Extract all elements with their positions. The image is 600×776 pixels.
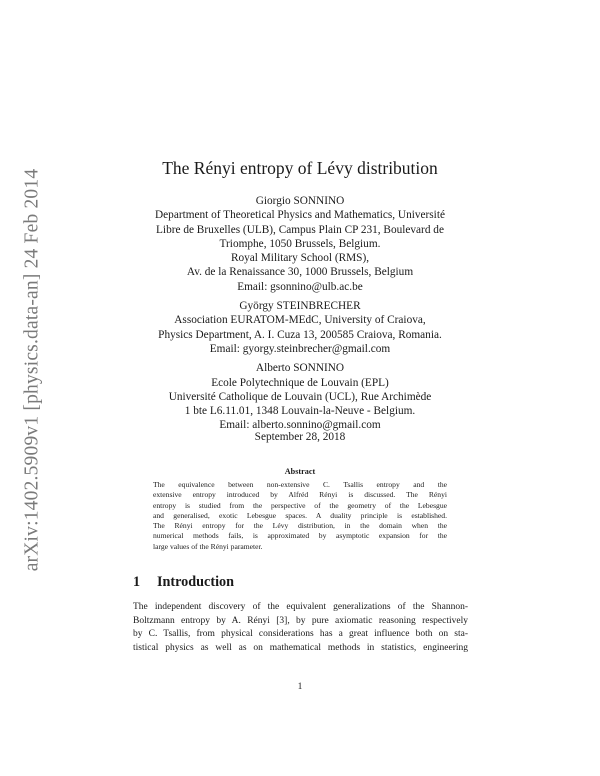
author-block-sonnino-giorgio <box>120 194 480 294</box>
arxiv-identifier-text: arXiv:1402.5909v1 [physics.data-an] 24 Feb 2014 <box>21 168 42 572</box>
author-affiliation-line: Association EURATOM-MEdC, University of Craiova, <box>174 314 426 327</box>
author-affiliation-line: Triomphe, 1050 Brussels, Belgium. <box>219 237 381 250</box>
paragraph-line: The independent discovery of the equivalent generalizations of the Shannon- <box>133 602 468 612</box>
abstract-line: large values of the Rényi parameter. <box>153 541 263 551</box>
introduction-paragraph <box>133 601 468 655</box>
author-affiliation-line: Libre de Bruxelles (ULB), Campus Plain CP 231, Boulevard de <box>156 223 444 236</box>
abstract-body <box>153 480 447 552</box>
arxiv-identifier-stamp <box>14 160 50 580</box>
author-list <box>120 194 480 433</box>
abstract-line: entropy is studied from the perspective of the geometry of the Lebesgue <box>153 500 447 510</box>
author-affiliation-line: Ecole Polytechnique de Louvain (EPL) <box>211 376 389 389</box>
paper-title: The Rényi entropy of Lévy distribution <box>162 158 438 178</box>
author-affiliation-line: Av. de la Renaissance 30, 1000 Brussels, Belgium <box>186 266 414 279</box>
author-name: György STEINBRECHER <box>239 300 361 313</box>
abstract-line: extensive entropy introduced by Alfréd Rényi is discussed. The Rényi <box>153 490 447 500</box>
section-title: Introduction <box>157 574 234 590</box>
author-name: Alberto SONNINO <box>255 362 345 375</box>
author-block-steinbrecher <box>120 299 480 356</box>
author-email: Email: alberto.sonnino@gmail.com <box>219 419 381 432</box>
abstract-heading: Abstract <box>284 467 316 476</box>
author-affiliation-line: Université Catholique de Louvain (UCL), Rue Archimède <box>168 390 432 403</box>
abstract-line: and generalised, exotic Lebesgue spaces. A duality principle is established. <box>153 510 447 520</box>
author-affiliation-line: Royal Military School (RMS), <box>230 252 370 265</box>
author-affiliation-line: 1 bte L6.11.01, 1348 Louvain-la-Neuve - Belgium. <box>184 405 416 418</box>
paragraph-line: by C. Tsallis, from physical considerations has a great influence both on sta- <box>133 629 468 639</box>
author-affiliation-line: Physics Department, A. I. Cuza 13, 200585 Craiova, Romania. <box>158 328 442 341</box>
section-heading-introduction <box>133 573 234 591</box>
abstract-line: numerical methods fails, is approximated by asymptotic expansion for the <box>153 531 447 541</box>
page-number: 1 <box>297 682 303 692</box>
author-name: Giorgio SONNINO <box>255 195 345 207</box>
author-email: Email: gsonnino@ulb.ac.be <box>237 280 363 293</box>
abstract-line: The Rényi entropy for the Lévy distribution, in the domain when the <box>153 521 447 531</box>
paragraph-line: Boltzmann entropy by A. Rényi [3], by pure axiomatic reasoning respectively <box>133 615 468 626</box>
author-block-sonnino-alberto <box>120 361 480 432</box>
author-affiliation-line: Department of Theoretical Physics and Mathematics, Université <box>155 209 445 222</box>
paragraph-line: tistical physics as well as on mathematical methods in statistics, engineering <box>133 642 468 653</box>
abstract-line: The equivalence between non-extensive C. Tsallis entropy and the <box>153 480 447 489</box>
section-number: 1 <box>133 574 141 590</box>
paper-date: September 28, 2018 <box>254 431 346 443</box>
author-email: Email: gyorgy.steinbrecher@gmail.com <box>209 342 391 355</box>
